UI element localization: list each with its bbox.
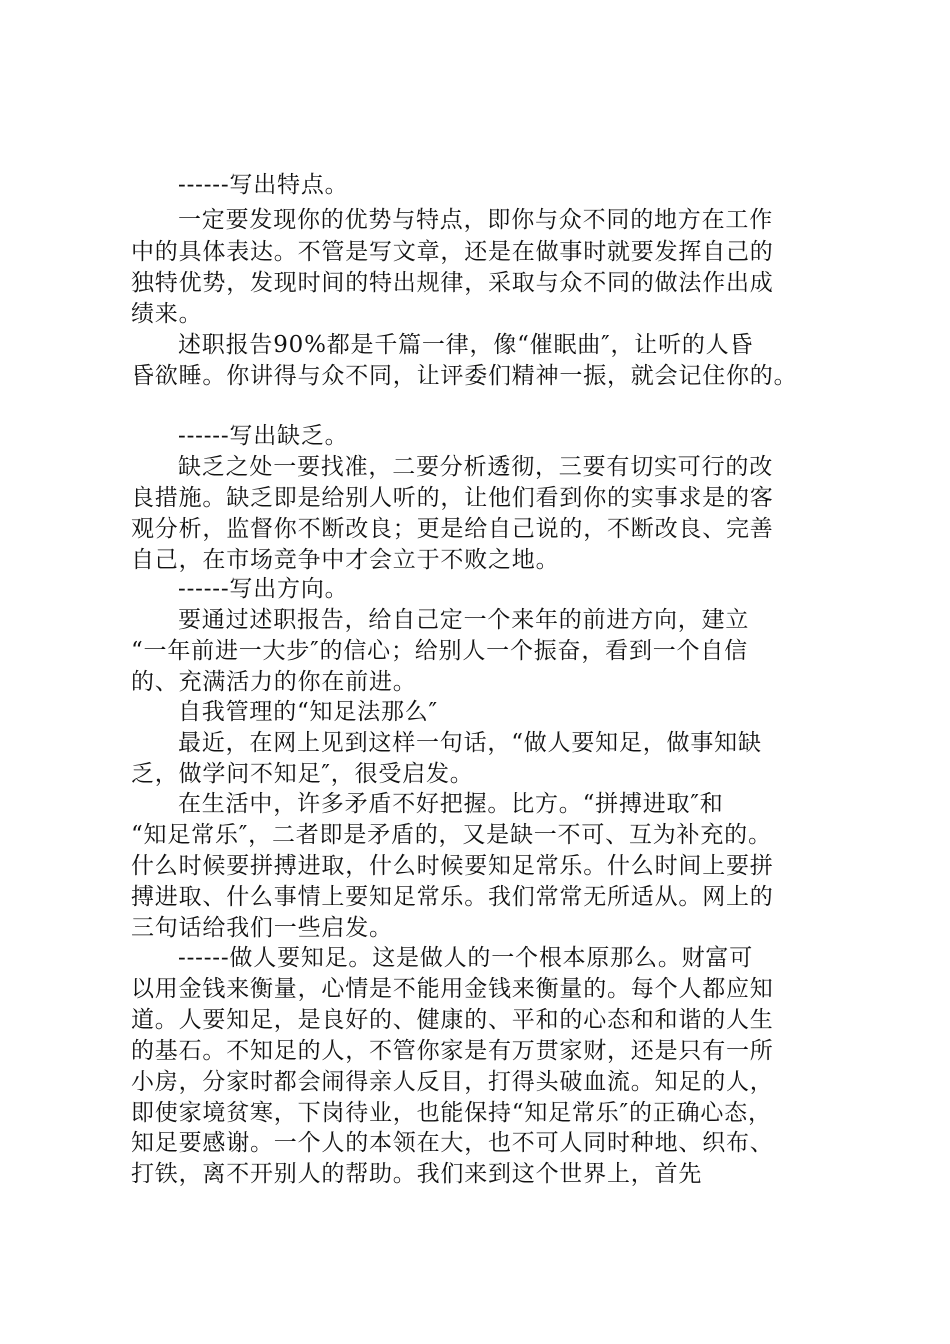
- text-line: 即使家境贫寒，下岗待业，也能保持“知足常乐″的正确心态，: [131, 1100, 772, 1126]
- text-line: 中的具体表达。不管是写文章，还是在做事时就要发挥自己的: [131, 239, 774, 265]
- text-line: 观分析，监督你不断改良；更是给自己说的，不断改良、完善: [131, 516, 774, 542]
- text-line: 一定要发现你的优势与特点，即你与众不同的地方在工作: [178, 207, 773, 233]
- text-line: “一年前进一大步″的信心；给别人一个振奋，看到一个自信: [131, 638, 748, 664]
- text-line: 搏进取、什么事情上要知足常乐。我们常常无所适从。网上的: [131, 884, 774, 910]
- text-line: 乏，做学问不知足″，很受启发。: [131, 761, 474, 787]
- text-line: 打铁，离不开别人的帮助。我们来到这个世界上，首先: [131, 1161, 703, 1187]
- text-line: 什么时候要拼搏进取，什么时候要知足常乐。什么时间上要拼: [131, 853, 774, 879]
- text-line: 昏欲睡。你讲得与众不同，让评委们精神一振，就会记住你的。: [131, 363, 798, 389]
- text-line: 在生活中，许多矛盾不好把握。比方。“拼搏进取″和: [178, 791, 724, 817]
- text-line: 的、充满活力的你在前进。: [131, 669, 417, 695]
- text-line: 知足要感谢。一个人的本领在大，也不可人同时种地、织布、: [131, 1130, 774, 1156]
- text-line: “知足常乐″，二者即是矛盾的，又是缺一不可、互为补充的。: [131, 822, 772, 848]
- text-line: 绩来。: [131, 301, 203, 327]
- heading-shortcomings: ------写出缺乏。: [178, 423, 349, 449]
- text-line: 述职报告90%都是千篇一律，像“催眠曲″，让听的人昏: [178, 332, 754, 358]
- text-line: 三句话给我们一些启发。: [131, 915, 393, 941]
- text-line: 道。人要知足，是良好的、健康的、平和的心态和和谐的人生: [131, 1007, 774, 1033]
- text-line: 自己，在市场竞争中才会立于不败之地。: [131, 547, 560, 573]
- text-line: 以用金钱来衡量，心情是不能用金钱来衡量的。每个人都应知: [131, 976, 774, 1002]
- heading-features: ------写出特点。: [178, 172, 349, 198]
- section-title: 自我管理的“知足法那么″: [178, 699, 438, 725]
- text-line: 最近，在网上见到这样一句话，“做人要知足，做事知缺: [178, 730, 762, 756]
- text-line: 缺乏之处一要找准，二要分析透彻，三要有切实可行的改: [178, 454, 773, 480]
- text-line: 独特优势，发现时间的特出规律，采取与众不同的做法作出成: [131, 270, 774, 296]
- heading-direction: ------写出方向。: [178, 576, 349, 602]
- text-line: ------做人要知足。这是做人的一个根本原那么。财富可: [178, 945, 754, 971]
- text-line: 良措施。缺乏即是给别人听的，让他们看到你的实事求是的客: [131, 485, 774, 511]
- text-line: 小房，分家时都会闹得亲人反目，打得头破血流。知足的人，: [131, 1069, 774, 1095]
- text-line: 的基石。不知足的人，不管你家是有万贯家财，还是只有一所: [131, 1038, 774, 1064]
- text-line: 要通过述职报告，给自己定一个来年的前进方向，建立: [178, 607, 750, 633]
